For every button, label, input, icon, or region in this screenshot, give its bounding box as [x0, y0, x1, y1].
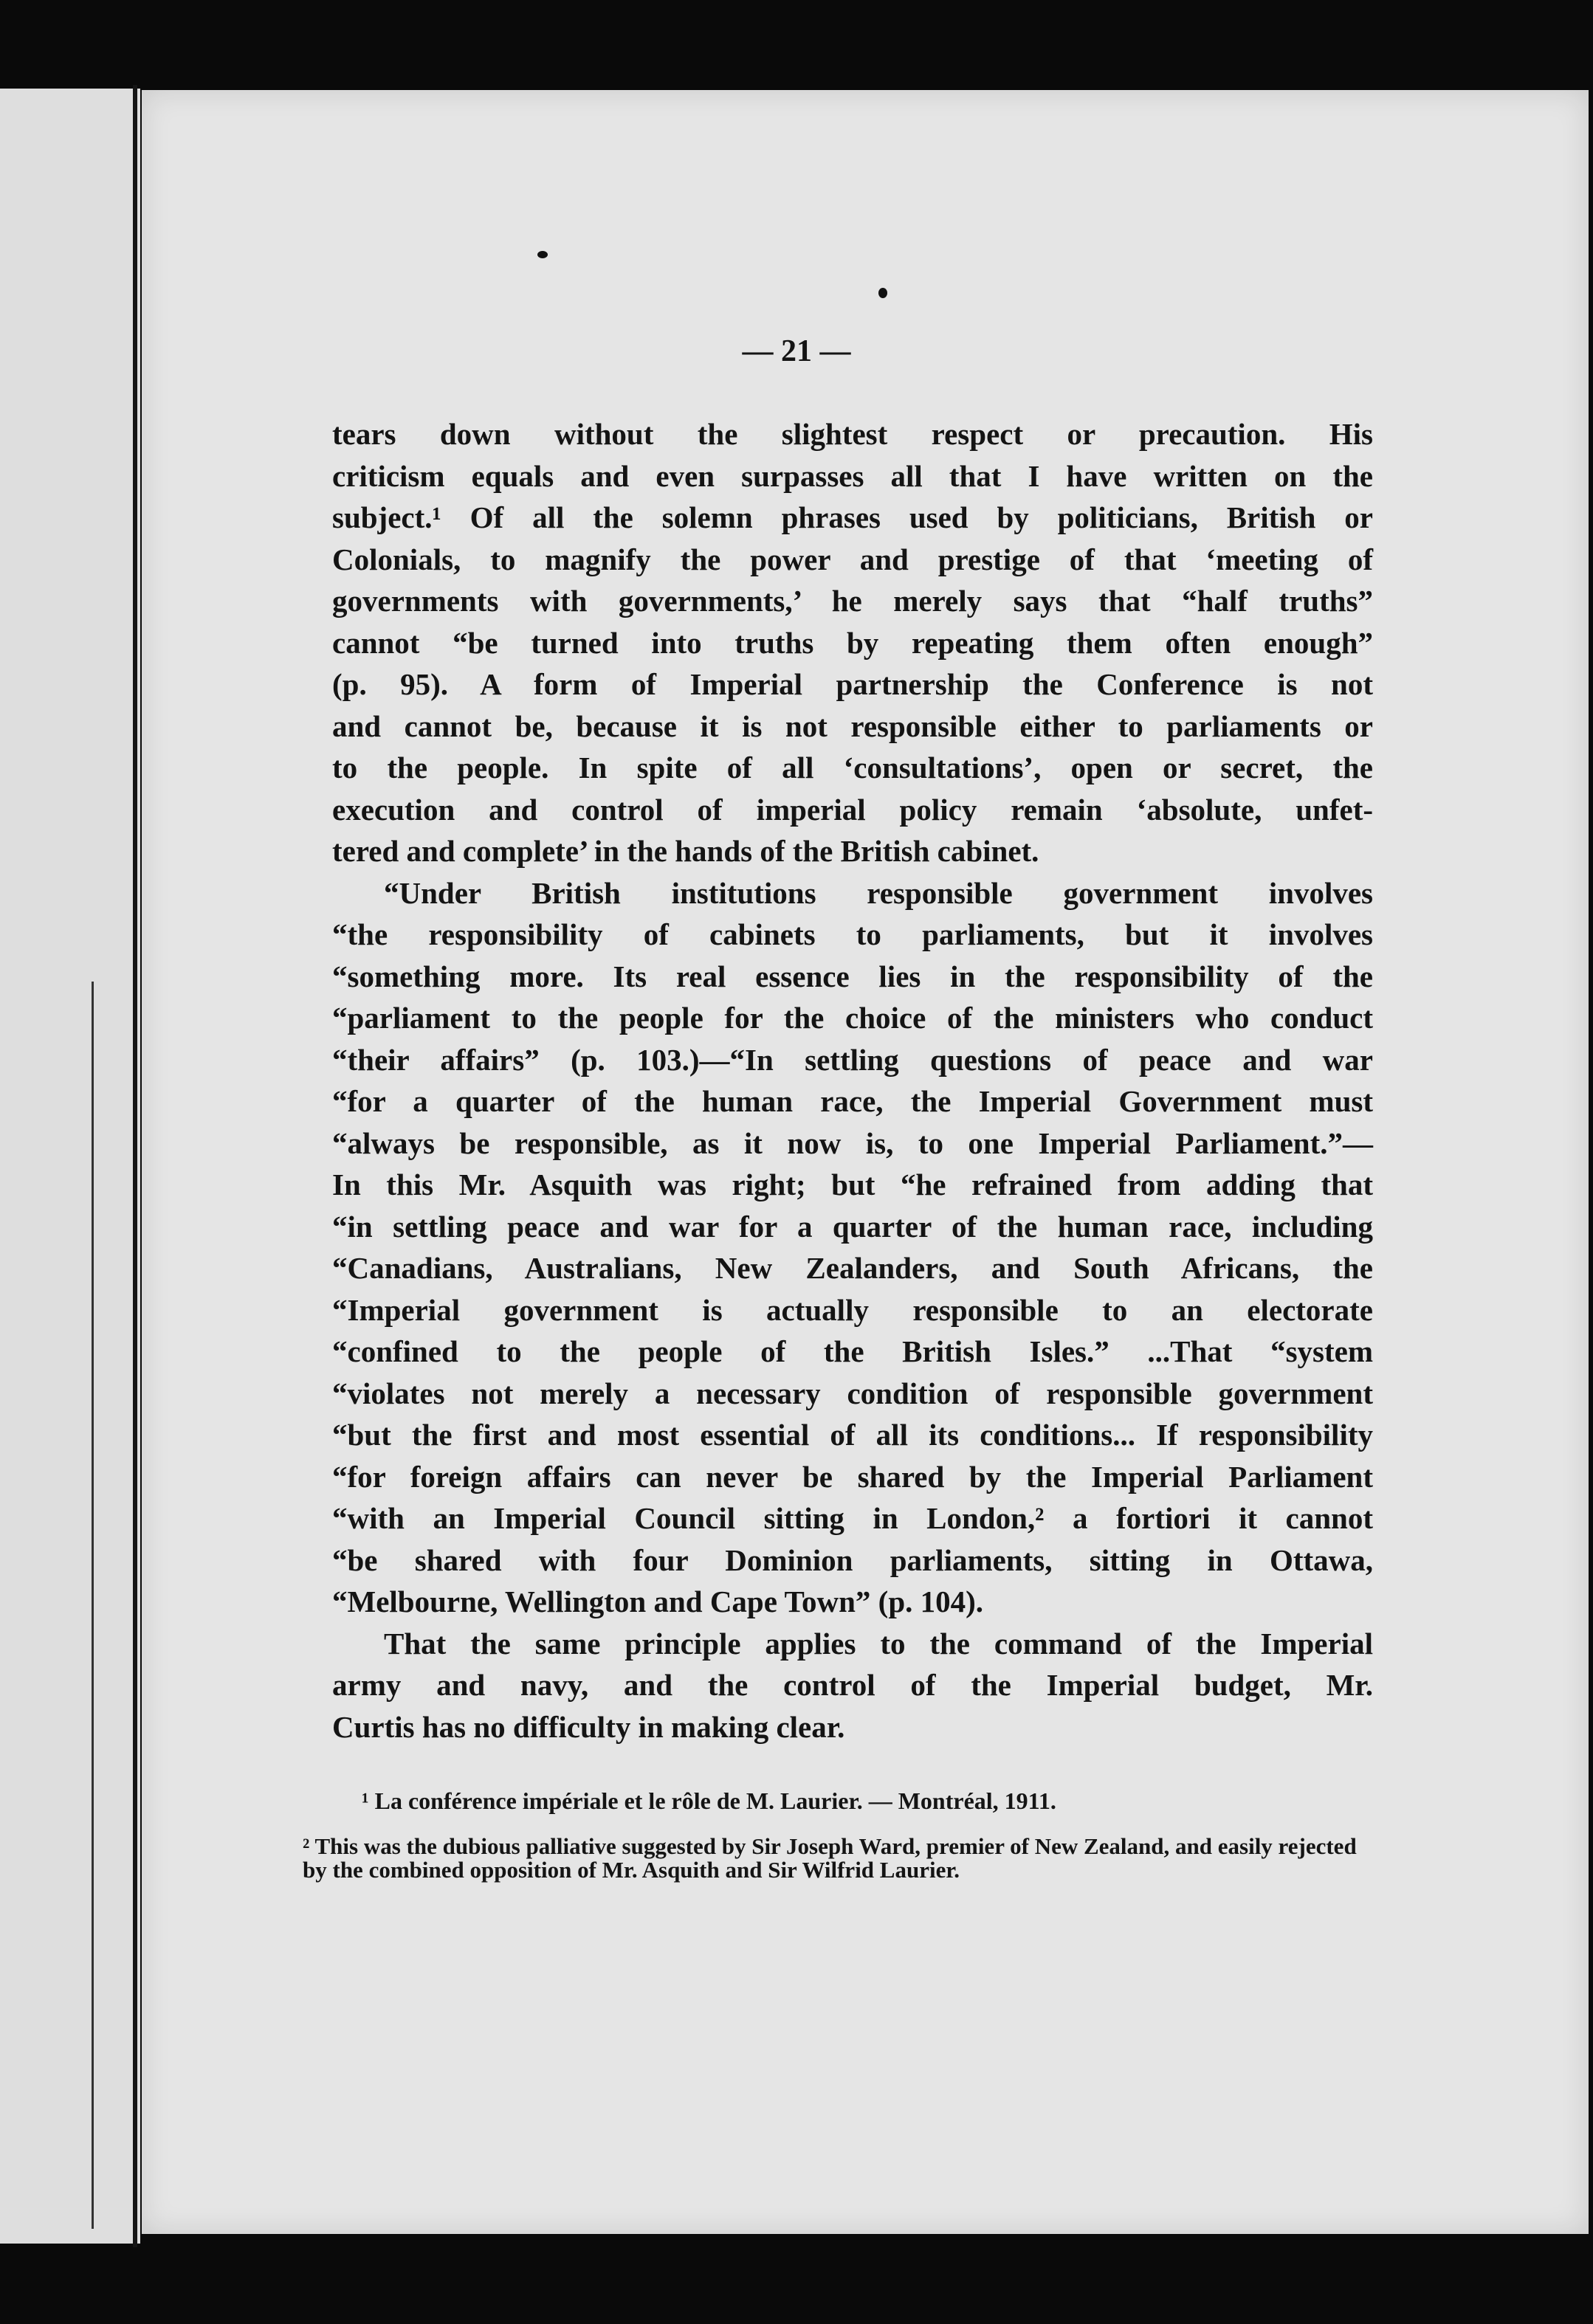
body-text [332, 413, 1373, 1748]
page-number: — 21 — [742, 334, 851, 368]
text-line: cannot “be turned into truths by repeating them often enough” [332, 625, 1373, 660]
text-line: “violates not merely a necessary condition of responsible government [332, 1376, 1373, 1410]
text-line: (p. 95). A form of Imperial partnership the Conference is not [332, 667, 1373, 701]
text-line: governments with governments,’ he merely says that “half truths” [332, 584, 1373, 618]
text-line: “with an Imperial Council sitting in London,² a fortiori it cannot [332, 1501, 1373, 1535]
scan-speck [537, 251, 548, 258]
text-line: In this Mr. Asquith was right; but “he refrained from adding that [332, 1168, 1373, 1201]
text-line: “for foreign affairs can never be shared by the Imperial Parliament [332, 1459, 1373, 1494]
text-line: “always be responsible, as it now is, to one Imperial Parliament.”— [332, 1125, 1373, 1160]
text-line: “confined to the people of the British Isles.” ...That “system [332, 1334, 1373, 1368]
text-line: and cannot be, because it is not responsible either to parliaments or [332, 708, 1373, 743]
binding-rule-secondary [92, 982, 94, 2229]
left-margin-band [0, 89, 140, 2244]
text-line: “parliament to the people for the choice of the ministers who conduct [332, 1001, 1373, 1035]
text-line: “Imperial government is actually responsible to an electorate [332, 1292, 1373, 1327]
text-line: “in settling peace and war for a quarter of the human race, including [332, 1209, 1373, 1244]
text-line: “Under British institutions responsible government involves [384, 875, 1373, 910]
text-line: to the people. In spite of all ‘consultations’, open or secret, the [332, 751, 1373, 785]
paragraph-1 [332, 413, 1373, 872]
text-line: “be shared with four Dominion parliaments, sitting in Ottawa, [332, 1542, 1373, 1577]
text-line: criticism equals and even surpasses all that I have written on the [332, 458, 1373, 493]
text-line: “for a quarter of the human race, the Imperial Government must [332, 1084, 1373, 1118]
footnotes [303, 1785, 1380, 1882]
binding-rule [133, 85, 137, 2247]
scan-speck [878, 288, 887, 298]
text-line: “the responsibility of cabinets to parliaments, but it involves [332, 917, 1373, 951]
text-line: “their affairs” (p. 103.)—“In settling questions of peace and war [332, 1042, 1373, 1077]
text-line: army and navy, and the control of the Imperial budget, Mr. [332, 1668, 1373, 1702]
text-line: “Canadians, Australians, New Zealanders, and South Africans, the [332, 1251, 1373, 1285]
footnote-2: ² This was the dubious palliative suggested by Sir Joseph Ward, premier of New Zealand, and easily rejected by the combined opposition of Mr. Asquith and Sir Wilfrid Laurier. [303, 1833, 1357, 1883]
text-line: “Melbourne, Wellington and Cape Town” (p. 104). [332, 1585, 984, 1618]
text-line: tered and complete’ in the hands of the British cabinet. [332, 834, 1039, 868]
text-line: tears down without the slightest respect or precaution. His [332, 417, 1373, 451]
text-line: execution and control of imperial policy remain ‘absolute, unfet- [332, 792, 1373, 827]
text-line: Colonials, to magnify the power and prestige of that ‘meeting of [332, 542, 1373, 576]
paragraph-2 [332, 872, 1373, 1623]
text-line: That the same principle applies to the command of the Imperial [384, 1626, 1373, 1661]
text-line: subject.¹ Of all the solemn phrases used by politicians, British or [332, 500, 1373, 534]
footnote-1: ¹ La conférence impériale et le rôle de M. Laurier. — Montréal, 1911. [362, 1787, 1056, 1814]
text-line: “something more. Its real essence lies in the responsibility of the [332, 959, 1373, 993]
text-line: “but the first and most essential of all its conditions... If responsibility [332, 1418, 1373, 1452]
paragraph-3 [332, 1623, 1373, 1748]
text-line: Curtis has no difficulty in making clear. [332, 1709, 845, 1744]
